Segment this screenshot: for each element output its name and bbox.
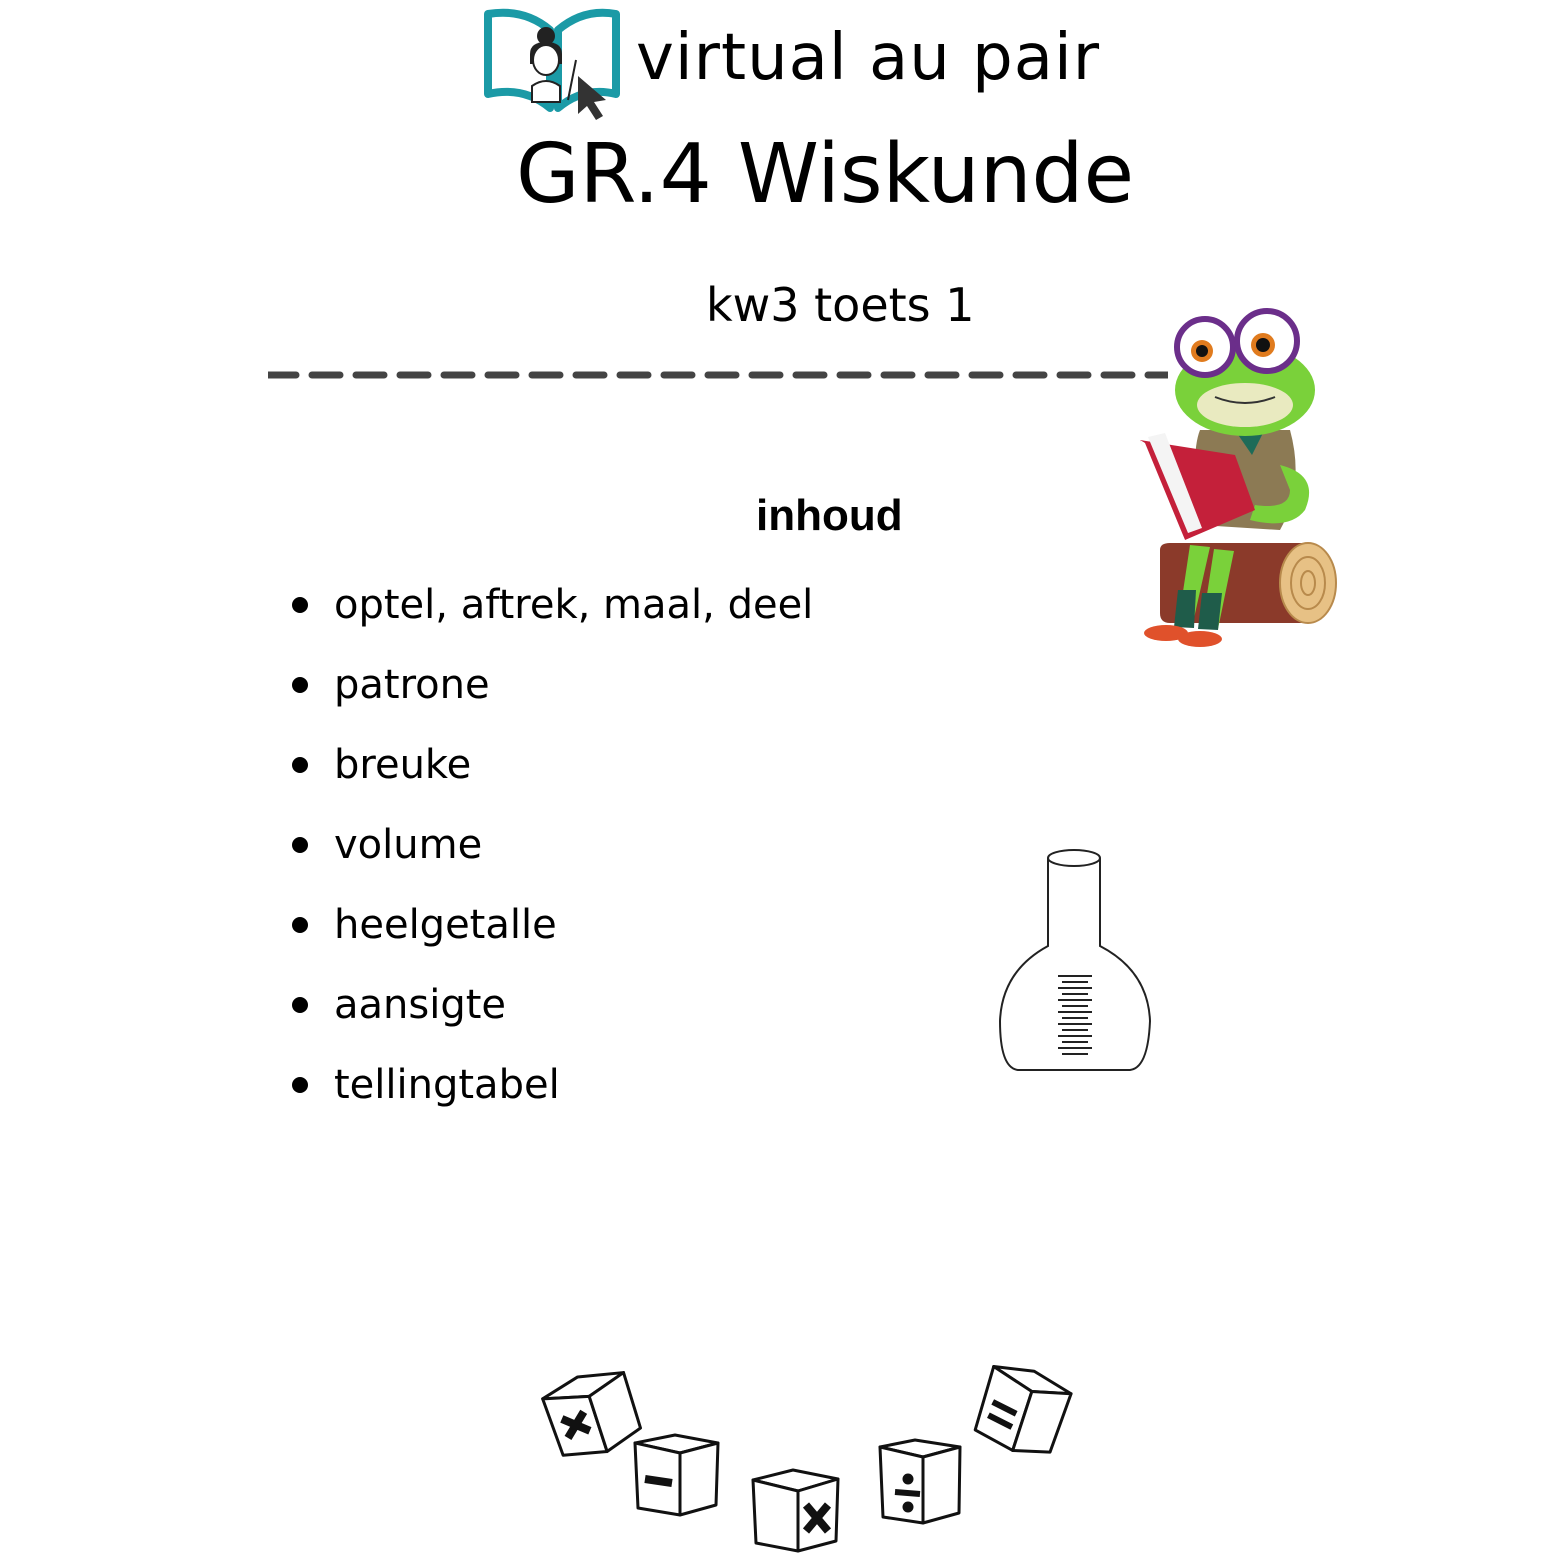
brand-name: virtual au pair: [636, 21, 1101, 95]
bullet-icon: [292, 677, 308, 693]
dashed-divider: [268, 370, 1168, 380]
math-dice-illustration: [530, 1355, 1080, 1555]
list-item: [292, 805, 813, 885]
page-subtitle: kw3 toets 1: [706, 278, 975, 332]
list-item: [292, 645, 813, 725]
list-item-text: tellingtabel: [334, 1062, 560, 1108]
bullet-icon: [292, 997, 308, 1013]
page-title: GR.4 Wiskunde: [515, 127, 1135, 222]
list-item-text: heelgetalle: [334, 902, 557, 948]
list-item-text: breuke: [334, 742, 472, 788]
list-item: [292, 725, 813, 805]
open-book-teacher-logo-icon: [484, 8, 624, 120]
contents-heading: inhoud: [756, 491, 903, 540]
list-item: [292, 965, 813, 1045]
bullet-icon: [292, 597, 308, 613]
bullet-icon: [292, 757, 308, 773]
list-item: [292, 885, 813, 965]
list-item: [292, 565, 813, 645]
measuring-flask-illustration: [996, 846, 1156, 1076]
list-item-text: volume: [334, 822, 483, 868]
list-item-text: patrone: [334, 662, 490, 708]
list-item-text: aansigte: [334, 982, 507, 1028]
frog-reading-book-illustration: [1130, 305, 1345, 650]
list-item: [292, 1045, 813, 1125]
bullet-icon: [292, 1077, 308, 1093]
list-item-text: optel, aftrek, maal, deel: [334, 582, 814, 628]
bullet-icon: [292, 837, 308, 853]
topic-list: [292, 565, 813, 1125]
bullet-icon: [292, 917, 308, 933]
